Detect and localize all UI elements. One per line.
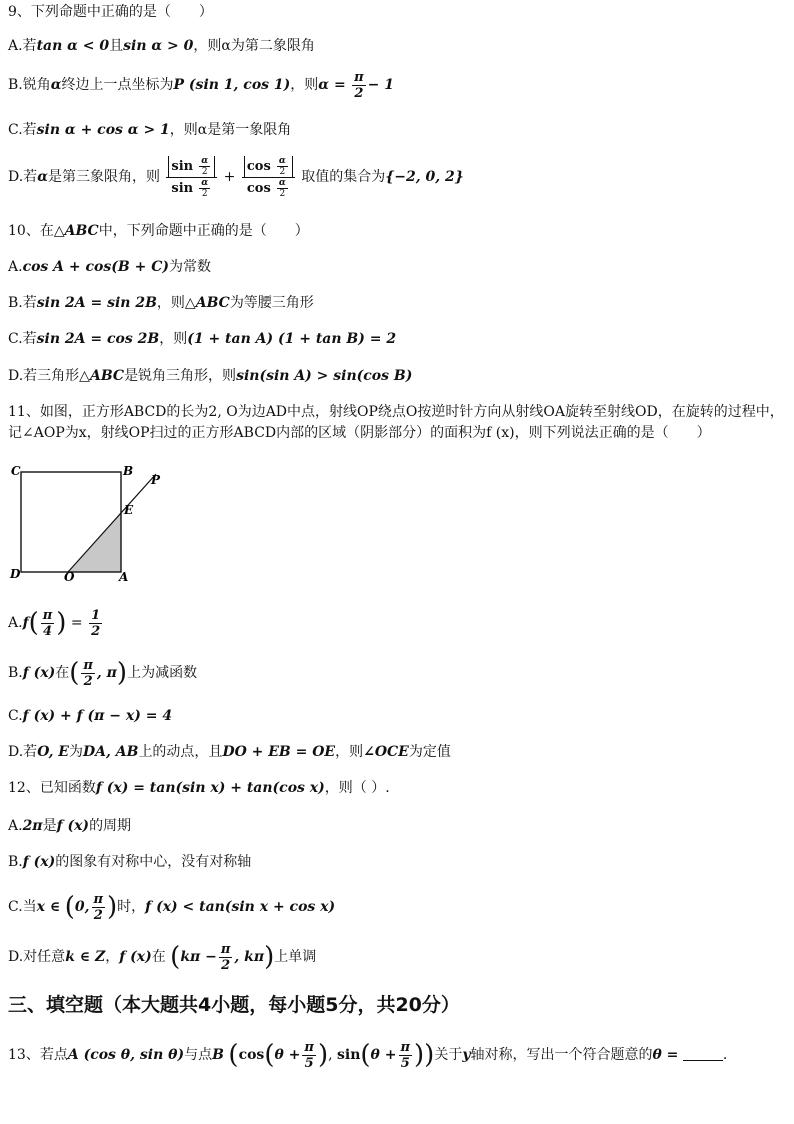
q10-option-c: C.若sin 2A = cos 2B，则(1 + tan A) (1 + tan B) = 2 bbox=[8, 331, 397, 347]
q9-option-a: A.若tan α < 0且sin α > 0，则α为第二象限角 bbox=[8, 38, 315, 54]
q11-option-b: B.f (x)在( $\frac{\pi}{2}$ , π)上为减函数 bbox=[8, 657, 198, 689]
q11-option-a: A.f( $\frac{\pi}{4}$ ) = $\frac{1}{2}$ bbox=[8, 607, 101, 639]
q12-stem: 12、已知函数f (x) = tan(sin x) + tan(cos x)，则（ ）. bbox=[8, 780, 390, 796]
section-heading: 三、填空题（本大题共4小题，每小题5分，共20分） bbox=[8, 994, 460, 1016]
q12-option-a: A.2π是f (x)的周期 bbox=[8, 818, 132, 834]
q12-option-d: D.对任意k ∈ Z，f (x)在 (kπ − $\frac{\pi}{2}$ , kπ)上单调 bbox=[8, 941, 317, 973]
square-figure bbox=[8, 462, 168, 582]
q11-option-c: C.f (x) + f (π − x) = 4 bbox=[8, 708, 173, 724]
fraction: $\frac{\pi}{2}$ bbox=[354, 69, 364, 101]
q9-option-d: D.若α是第三象限角，则 sin $\frac{\alpha}{2}$ sin $\frac{\alpha}{2}$ + cos $\frac{\alpha}{2}$ cos $\frac{\alpha}{2}$ 取值的集合为{−2, 0, 2} bbox=[8, 155, 464, 199]
q11-stem: 11、如图，正方形ABCD的长为2, O为边AD中点，射线OP绕点O按逆时针方向从射线OA旋转至射线OD，在旋转的过程中，记∠AOP为x，射线OP扫过的正方形ABCD内部的区域（阴影部分）的面积为f (x)，则下列说法正确的是（ ） bbox=[8, 404, 784, 441]
q12-option-b: B.f (x)的图象有对称中心，没有对称轴 bbox=[8, 854, 252, 870]
label-b: B bbox=[123, 464, 134, 478]
fraction-cos: cos $\frac{\alpha}{2}$ cos $\frac{\alpha}{2}$ bbox=[242, 156, 295, 199]
answer-blank[interactable] bbox=[683, 1046, 723, 1061]
q11-option-d: D.若O, E为DA, AB上的动点，且DO + EB = OE，则∠OCE为定值 bbox=[8, 744, 451, 760]
q9-stem: 9、下列命题中正确的是（ ） bbox=[8, 4, 213, 20]
q9-option-b: B.锐角α终边上一点坐标为P (sin 1, cos 1)，则α = $\frac{\pi}{2}$ − 1 bbox=[8, 69, 395, 101]
label-d: D bbox=[10, 567, 21, 581]
q9-option-c: C.若sin α + cos α > 1，则α是第一象限角 bbox=[8, 122, 292, 138]
q10-option-b: B.若sin 2A = sin 2B，则△ABC为等腰三角形 bbox=[8, 295, 314, 311]
label-p: P bbox=[151, 473, 161, 487]
q12-option-c: C.当x ∈ (0, $\frac{\pi}{2}$ )时，f (x) < tan(sin x + cos x) bbox=[8, 891, 336, 923]
q10-option-a: A.cos A + cos(B + C)为常数 bbox=[8, 259, 211, 275]
label-a: A bbox=[119, 570, 129, 582]
label-c: C bbox=[11, 464, 21, 478]
label-e: E bbox=[124, 503, 134, 517]
q10-stem: 10、在△ABC中，下列命题中正确的是（ ） bbox=[8, 223, 309, 239]
fraction-sin: sin $\frac{\alpha}{2}$ sin $\frac{\alpha}{2}$ bbox=[166, 156, 217, 199]
label-o: O bbox=[64, 570, 75, 582]
q13: 13、若点A (cos θ, sin θ)与点B (cos(θ + $\frac{\pi}{5}$ ), sin(θ + $\frac{\pi}{5}$ ))关于y轴对称，写出一个符合题意的θ = . bbox=[8, 1039, 728, 1071]
q10-option-d: D.若三角形△ABC是锐角三角形，则sin(sin A) > sin(cos B) bbox=[8, 368, 413, 384]
